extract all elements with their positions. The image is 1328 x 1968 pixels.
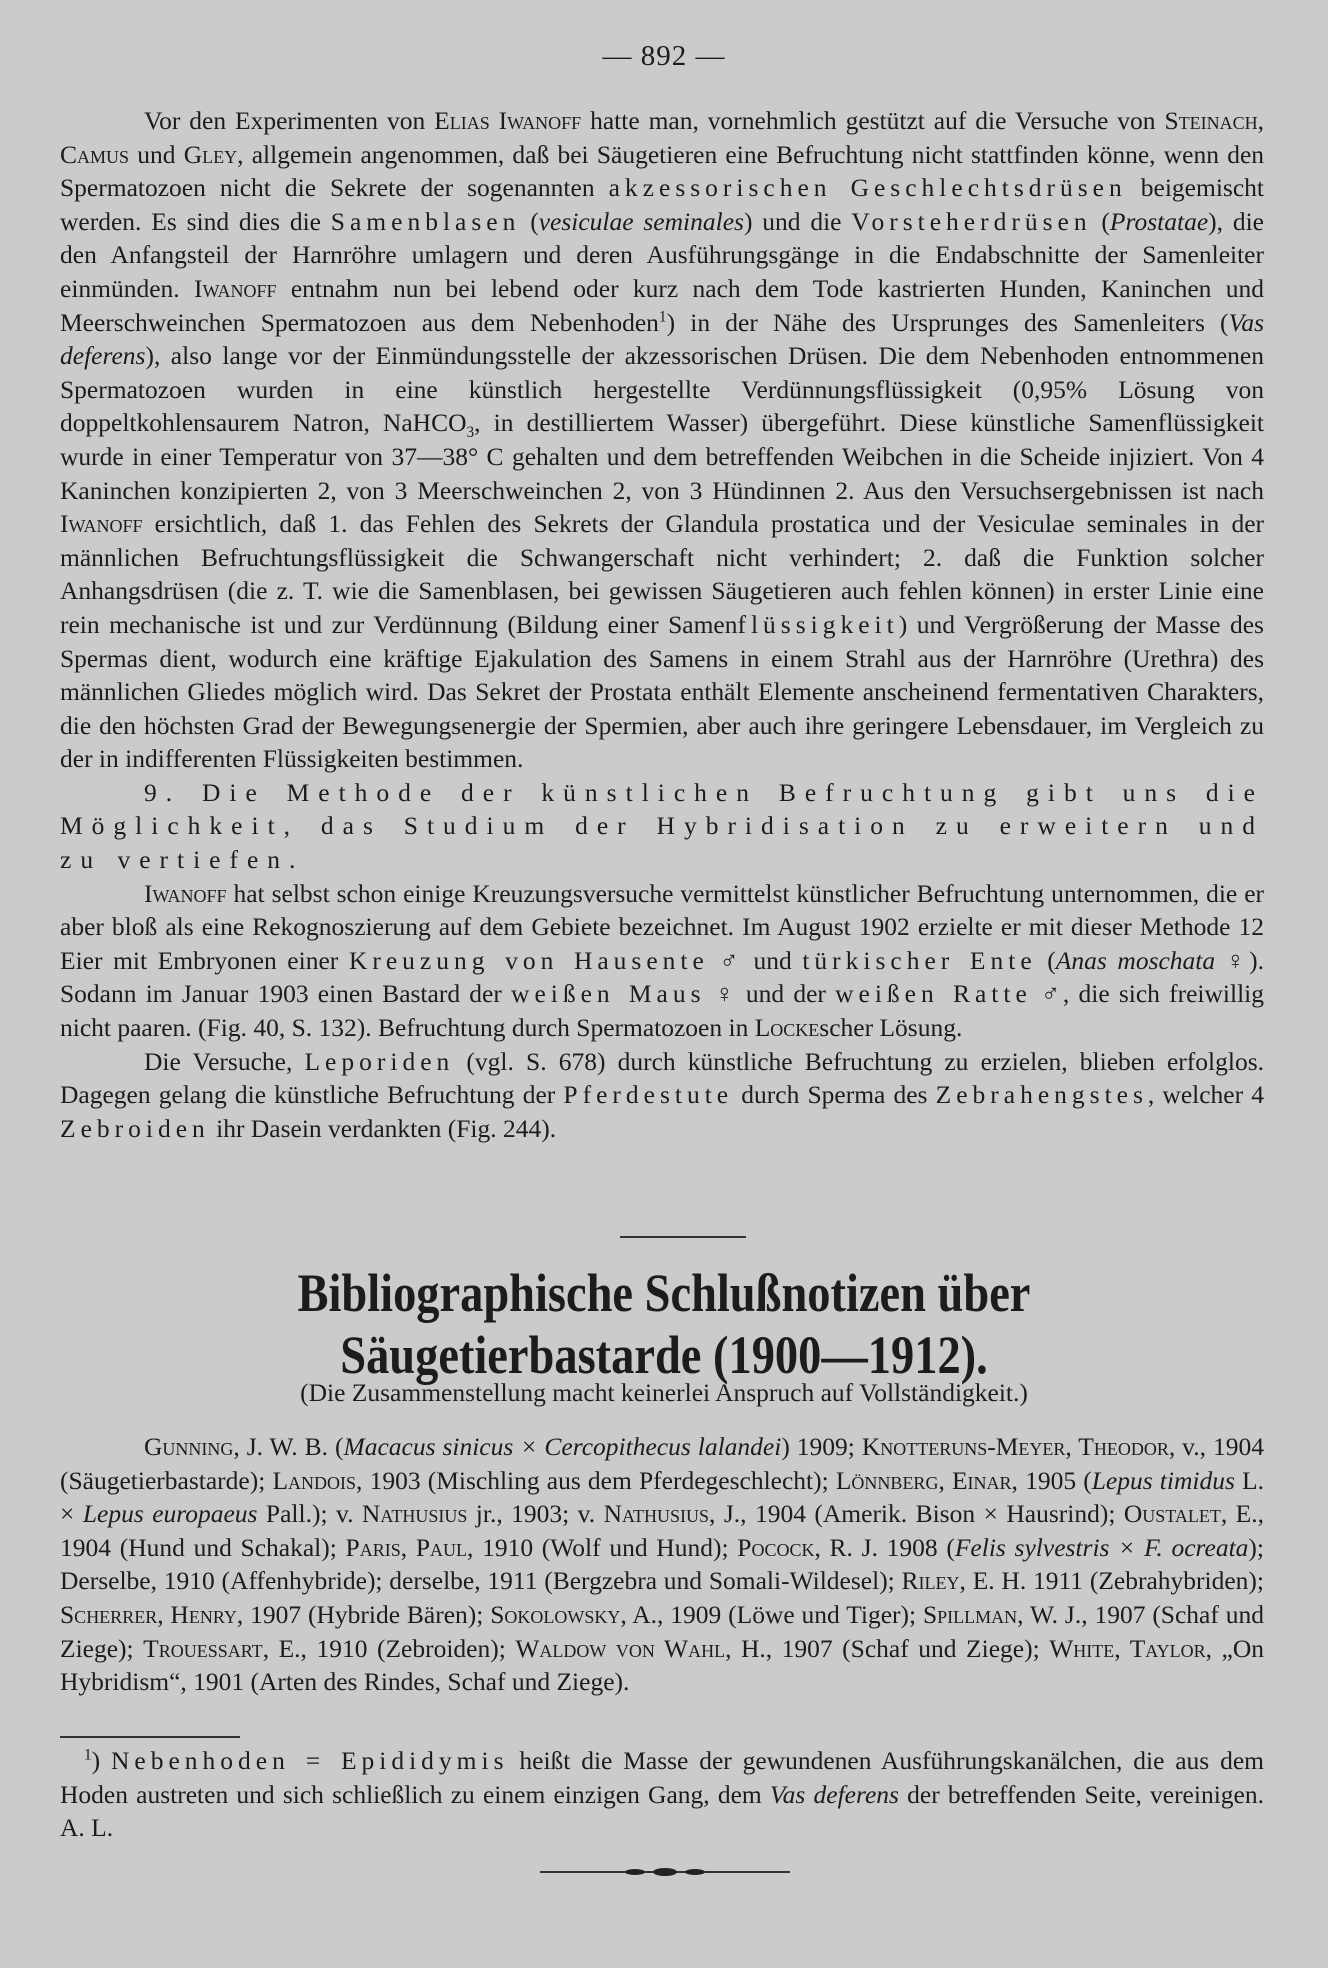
text-run: Paris, Paul (345, 1532, 467, 1562)
text-run: , H., 1907 (Schaf und Ziege); (725, 1633, 1050, 1663)
section-heading: Bibliographische Schlußnotizen über Säugetierbastarde (1900—1912). (297, 1263, 1031, 1385)
text-run: ) 1909; (781, 1432, 862, 1461)
page-number: — 892 — (602, 40, 726, 72)
text-run: ), also lange vor der Einmündungsstelle der akzessorischen Drüsen. Die dem Nebenhoden entnommenen Spermatozoen wurden in eine künstlich hergestellte Verdünnungsflüssigkeit (0,95% Lösung von doppeltkohlensaurem Natron, NaHCO (60, 341, 1264, 438)
text-run: Felis sylvestris × F. ocreata (954, 1532, 1249, 1562)
bibliography-paragraph (60, 1430, 1264, 1699)
text-run: Steinach (1164, 106, 1258, 135)
text-run: der betreffenden Seite, vereinigen. A. L. (60, 1779, 1264, 1843)
text-run: Vas deferens (60, 307, 1264, 371)
text-run: Oustalet (1123, 1499, 1221, 1529)
text-run: Lönnberg, Einar (835, 1465, 1012, 1495)
text-run: ( (1091, 206, 1110, 236)
text-run: 1 (84, 1746, 92, 1764)
text-run: Camus (60, 139, 130, 169)
text-run: , E. H. 1911 (Zebrahybriden); (959, 1566, 1264, 1596)
footnote-text (60, 1744, 1264, 1845)
text-run: Zebroiden (60, 1113, 210, 1143)
text-run: 9. Die Methode der künstlichen Befruchtung gibt uns die Möglichkeit, das Studium der Hybridisation zu erweitern und zu vertiefen. (60, 777, 1264, 875)
text-run: Scherrer, Henry (60, 1599, 237, 1629)
text-run: türkischer Ente (802, 945, 1037, 975)
text-run: Gunning (144, 1432, 234, 1461)
text-run: Spillman (922, 1599, 1018, 1629)
section-divider (620, 1236, 746, 1238)
text-run: Waldow von Wahl (515, 1633, 726, 1663)
text-run: scher Lösung. (819, 1013, 963, 1043)
text-run: Trouessart (143, 1633, 263, 1663)
text-run: ihr Dasein verdankten (Fig. 244). (209, 1113, 557, 1143)
text-run: Prostatae (1109, 206, 1209, 236)
text-run: , „On Hybridism“, 1901 (Arten des Rindes, Schaf und Ziege). (60, 1633, 1265, 1697)
text-run: Nathusius (603, 1499, 710, 1529)
text-run: hat selbst schon einige Kreuzungsversuche vermittelst künstlicher Befruchtung unternommen, die er aber bloß als eine Rekognoszierung auf dem Gebiete bezeichnet. Im August 1902 erzielte er mit dieser Methode 12 Eier mit Embryonen einer (60, 878, 1264, 975)
text-run: Nathusius (361, 1499, 468, 1529)
text-run: Iwanoff (194, 273, 277, 303)
text-run: ) und Vergrößerung der Masse des Spermas dient, wodurch eine kräftige Ejakulation des Samens in einem Strahl aus der Harnröhre (Urethra) des männlichen Gliedes möglich wird. Das Sekret der Prostata enthält Elemente anscheinend fermentativen Charakters, die den höchsten Grad der Bewegungsenergie der Spermien, aber auch ihre geringere Lebensdauer, im Vergleich zu der in indifferenten Flüssigkeiten bestimmen. (60, 609, 1264, 774)
text-run: Anas moschata (1055, 945, 1216, 975)
text-run: (vgl. S. 678) durch künstliche Befruchtung zu erzielen, blieben erfolglos. Dagegen gelang die künstliche Befruchtung der (60, 1046, 1264, 1110)
text-run: flüssigkeit (737, 609, 899, 639)
text-run: Pferdestute (563, 1080, 734, 1110)
text-run: , 1910 (Wolf und Hund); (467, 1532, 738, 1562)
text-run: ) in der Nähe des Ursprunges des Samenleiters ( (666, 307, 1229, 337)
text-run: , 1907 (Hybride Bären); (236, 1599, 491, 1629)
text-run: , (1257, 106, 1264, 135)
text-run: ♀ und der (705, 979, 836, 1009)
text-run: Elias Iwanoff (434, 106, 582, 135)
text-run: Lepus timidus (1091, 1465, 1235, 1495)
paragraph (60, 877, 1264, 1045)
text-run: ) (91, 1746, 111, 1775)
text-run: Zebrahengstes (935, 1080, 1148, 1110)
text-run: , v., 1904 (Säugetierbastarde); (60, 1432, 1264, 1495)
text-run: ♂, die sich freiwillig nicht paaren. (Fig. 40, S. 132). Befruchtung durch Spermatozoen in (60, 979, 1265, 1043)
text-run: Sokolowsky (490, 1599, 621, 1629)
main-body (60, 104, 1264, 1145)
text-run: ) und die (743, 206, 852, 236)
text-run: akzessorischen Geschlechtsdrüsen (608, 173, 1127, 203)
text-run: Lepus europaeus (82, 1499, 258, 1529)
text-run: , J., 1904 (Amerik. Bison × Hausrind); (709, 1499, 1124, 1529)
footnote-divider (60, 1736, 240, 1738)
text-run: Locke (754, 1013, 820, 1043)
text-run: ), die den Anfangsteil der Harnröhre umlagern und deren Ausführungsgänge in die Endabschnitte der Samenleiter einmünden. (60, 206, 1264, 303)
text-run: , 1903 (Mischling aus dem Pferdegeschlecht); (356, 1465, 836, 1495)
bibliography (60, 1430, 1264, 1699)
text-run: weißen Ratte (835, 979, 1032, 1009)
text-run: Gley (183, 139, 238, 169)
end-ornament (540, 1864, 790, 1880)
text-run: ♂ und (708, 945, 803, 975)
text-run: hatte man, vornehmlich gestützt auf die Versuche von (581, 106, 1165, 135)
text-run: Kreuzung von Hausente (348, 945, 709, 975)
text-run: 3 (466, 424, 475, 442)
paragraph (60, 1045, 1264, 1146)
text-run: Samenblasen (330, 206, 521, 236)
text-run: Iwanoff (60, 509, 143, 539)
text-run: , in destilliertem Wasser) übergeführt. Diese künstliche Samenflüssigkeit wurde in einer Temperatur von 37—38° C gehalten und dem betreffenden Weibchen in die Scheide injiziert. Von 4 Kaninchen konzipierten 2, von 3 Meerschweinchen 2, von 3 Hündinnen 2. Aus den Versuchsergebnissen ist nach (60, 408, 1264, 505)
paragraph (60, 104, 1264, 776)
numbered-paragraph (60, 776, 1264, 877)
text-run: Vas deferens (769, 1779, 899, 1809)
text-run: und (129, 139, 184, 169)
footnote (60, 1744, 1264, 1845)
text-run: Leporiden (304, 1046, 455, 1076)
text-run: , E., 1910 (Zebroiden); (262, 1633, 516, 1663)
text-run: Iwanoff (144, 878, 227, 908)
text-run: heißt die Masse der gewundenen Ausführungskanälchen, die aus dem Hoden austreten und sich schließlich zu einem einzigen Gang, dem (60, 1746, 1264, 1809)
text-run: , J. W. B. ( (233, 1432, 344, 1461)
text-run: Vor den Experimenten von (144, 106, 435, 135)
text-run: ersichtlich, daß 1. das Fehlen des Sekrets der Glandula prostatica und der Vesiculae seminales in der männlichen Befruchtungsflüssigkeit die Schwangerschaft nicht verhindert; 2. daß die Funktion solcher Anhangsdrüsen (die z. T. wie die Samenblasen, bei gewissen Säugetieren auch fehlen können) in erster Linie eine rein mechanische ist und zur Verdünnung (Bildung einer Samen (60, 509, 1264, 639)
text-run: ); Derselbe, 1910 (Affenhybride); derselbe, 1911 (Bergzebra und Somali-Wildesel); (60, 1532, 1264, 1596)
text-run: Vorsteherdrüsen (851, 206, 1092, 236)
text-run: ♀). Sodann im Januar 1903 einen Bastard der (60, 945, 1265, 1009)
text-run: , allgemein angenommen, daß bei Säugetieren eine Befruchtung nicht stattfinden könne, wenn den Spermatozoen nicht die Sekrete der sogenannten (60, 139, 1265, 203)
text-run: Pall.); v. (257, 1499, 362, 1529)
text-run: entnahm nun bei lebend oder kurz nach dem Tode kastrierten Hunden, Kaninchen und Meerschweinchen Spermatozoen aus dem Nebenhoden (60, 273, 1264, 337)
section-subheading: (Die Zusammenstellung macht keinerlei Anspruch auf Vollständigkeit.) (300, 1378, 1028, 1407)
text-run: ( (520, 206, 539, 236)
text-run: Pocock (737, 1532, 815, 1562)
text-run: Landois (272, 1465, 357, 1495)
text-run: weißen Maus (511, 979, 706, 1009)
text-run: , 1905 ( (1011, 1465, 1092, 1495)
text-run: Riley (901, 1566, 960, 1596)
text-run: vesiculae seminales (538, 206, 744, 236)
text-run: , W. J., 1907 (Schaf und Ziege); (60, 1599, 1264, 1663)
text-run: ( (1036, 945, 1056, 975)
text-run: Nebenhoden = Epididymis (111, 1746, 509, 1775)
text-run: durch Sperma des (733, 1080, 936, 1110)
text-run: , R. J. 1908 ( (814, 1532, 955, 1562)
text-run: White, Taylor (1049, 1633, 1206, 1663)
text-run: beigemischt werden. Es sind dies die (60, 173, 1264, 236)
text-run: Die Versuche, (144, 1046, 305, 1076)
text-run: Knotteruns-Meyer, Theodor (861, 1432, 1169, 1461)
text-run: , A., 1909 (Löwe und Tiger); (620, 1599, 923, 1629)
text-run: Macacus sinicus × Cercopithecus lalandei (343, 1432, 782, 1461)
text-run: , welcher 4 (1147, 1080, 1264, 1110)
text-run: jr., 1903; v. (467, 1499, 604, 1529)
text-run: L. × (60, 1465, 1264, 1529)
text-run: 1 (658, 308, 667, 326)
text-run: , E., 1904 (Hund und Schakal); (60, 1499, 1264, 1562)
